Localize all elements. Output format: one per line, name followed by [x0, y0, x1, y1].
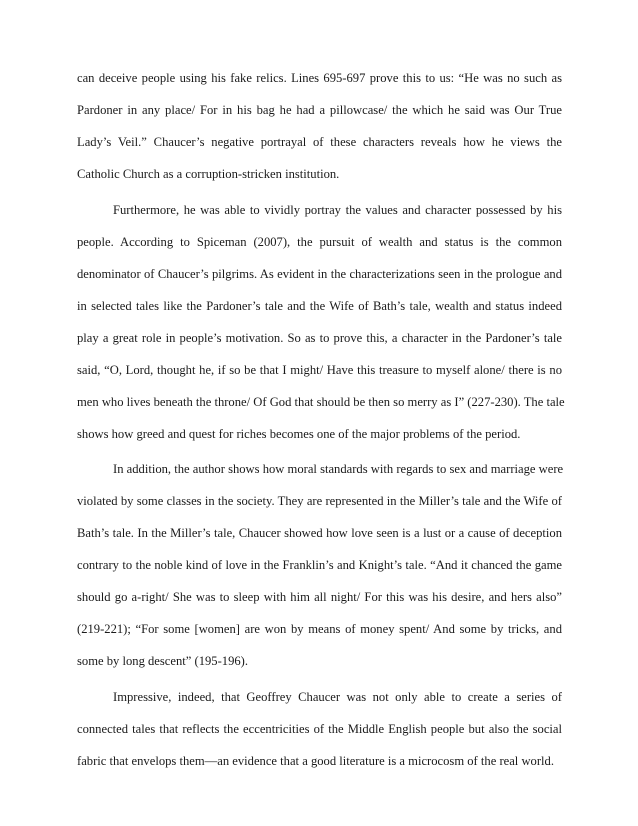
text-line: Lady’s Veil.” Chaucer’s negative portrayal of these characters reveals how he views the	[77, 135, 562, 149]
text-line: shows how greed and quest for riches becomes one of the major problems of the period.	[77, 427, 521, 441]
text-line: some by long descent” (195-196).	[77, 654, 249, 668]
text-line: Furthermore, he was able to vividly portray the values and character possessed by his	[113, 203, 562, 217]
text-line: said, “O, Lord, thought he, if so be that I might/ Have this treasure to myself alone/ there is no	[77, 363, 562, 377]
text-line: In addition, the author shows how moral standards with regards to sex and marriage were	[113, 462, 564, 476]
text-line: men who lives beneath the throne/ Of God that should be then so merry as I” (227-230). The tale	[77, 395, 565, 409]
text-line: Pardoner in any place/ For in his bag he had a pillowcase/ the which he said was Our True	[77, 103, 562, 117]
text-line: can deceive people using his fake relics. Lines 695-697 prove this to us: “He was no such as	[77, 71, 562, 85]
text-line: violated by some classes in the society. They are represented in the Miller’s tale and the Wife of	[77, 494, 562, 508]
text-line: Impressive, indeed, that Geoffrey Chaucer was not only able to create a series of	[113, 690, 562, 704]
text-line: should go a-right/ She was to sleep with him all night/ For this was his desire, and hers also”	[77, 590, 562, 604]
text-line: play a great role in people’s motivation. So as to prove this, a character in the Pardoner’s tale	[77, 331, 562, 345]
text-line: connected tales that reflects the eccentricities of the Middle English people but also the social	[77, 722, 562, 736]
text-line: contrary to the noble kind of love in the Franklin’s and Knight’s tale. “And it chanced the game	[77, 558, 562, 572]
text-line: fabric that envelops them—an evidence that a good literature is a microcosm of the real world.	[77, 754, 554, 768]
text-line: (219-221); “For some [women] are won by means of money spent/ And some by tricks, and	[77, 622, 562, 636]
text-line: in selected tales like the Pardoner’s tale and the Wife of Bath’s tale, wealth and status indeed	[77, 299, 562, 313]
text-line: Bath’s tale. In the Miller’s tale, Chaucer showed how love seen is a lust or a cause of deception	[77, 526, 562, 540]
text-line: people. According to Spiceman (2007), the pursuit of wealth and status is the common	[77, 235, 562, 249]
text-line: denominator of Chaucer’s pilgrims. As evident in the characterizations seen in the prologue and	[77, 267, 562, 281]
text-line: Catholic Church as a corruption-stricken institution.	[77, 167, 340, 181]
